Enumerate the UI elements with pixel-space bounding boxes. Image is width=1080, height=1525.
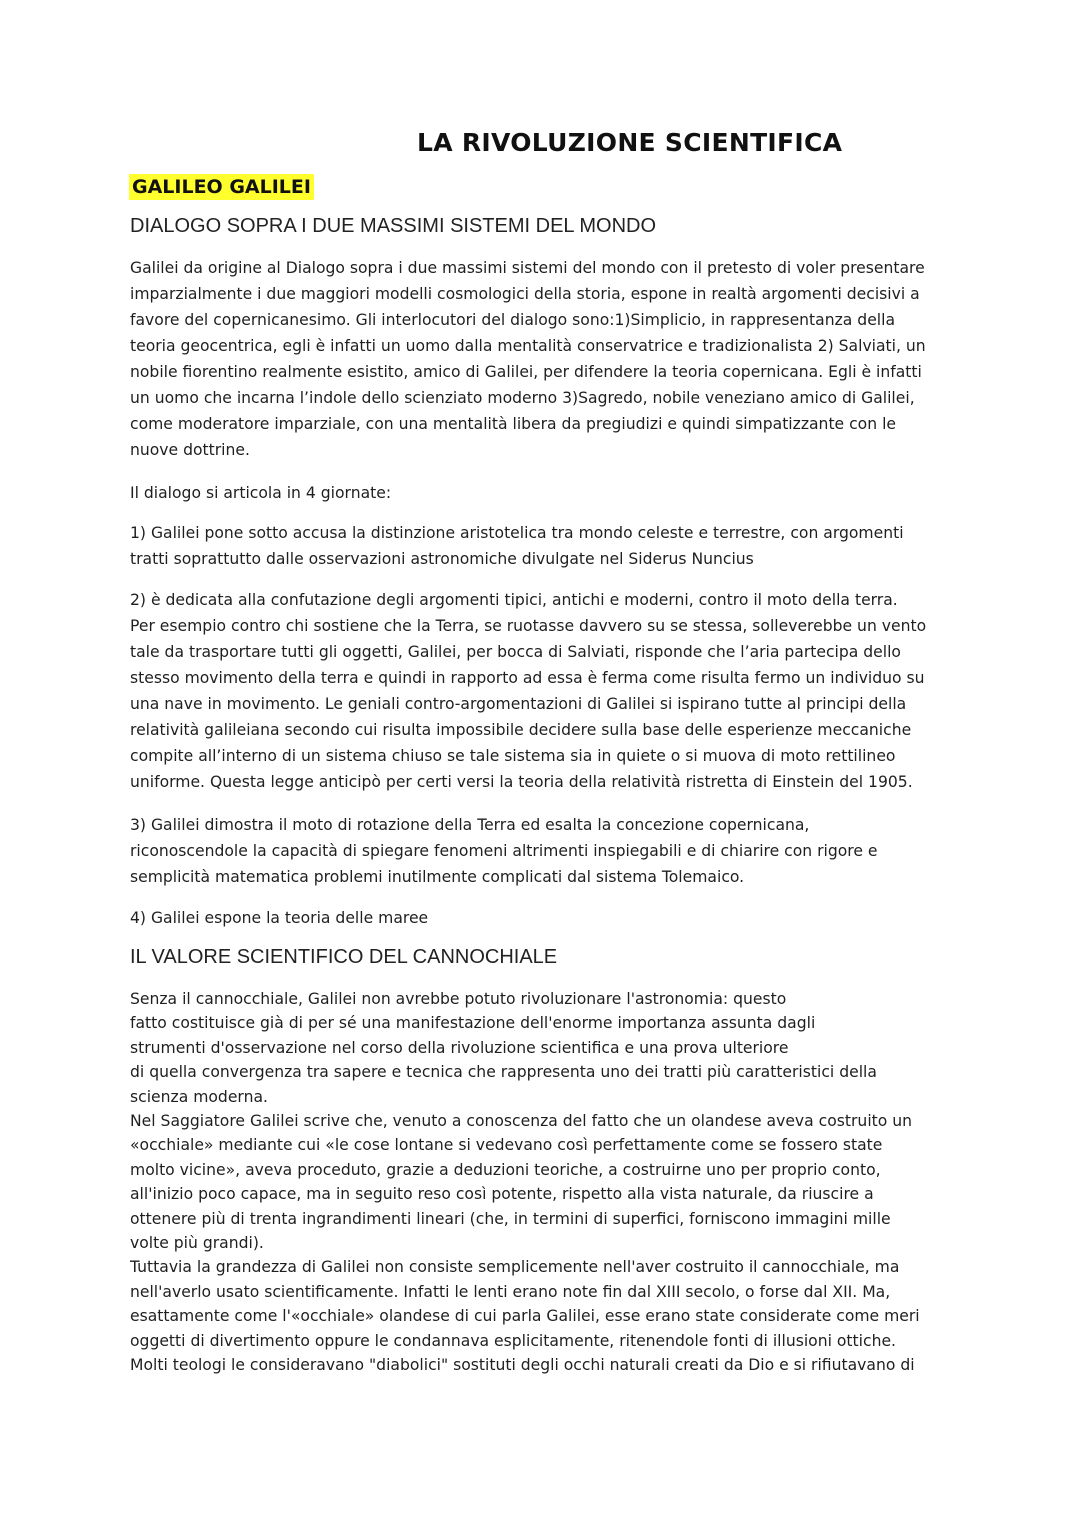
text-line: uniforme. Questa legge anticipò per certi versi la teoria della relatività ristretta di Einstein del 1905. <box>130 773 913 791</box>
text-line: Il dialogo si articola in 4 giornate: <box>130 484 392 502</box>
text-line: Galilei da origine al Dialogo sopra i due massimi sistemi del mondo con il pretesto di voler presentare <box>130 259 925 277</box>
paragraph-giornate-intro <box>130 480 960 506</box>
text-line: nobile fiorentino realmente esistito, amico di Galilei, per difendere la teoria copernicana. Egli è infatti <box>130 363 922 381</box>
text-line: compite all’interno di un sistema chiuso se tale sistema sia in quiete o si muova di moto rettilineo <box>130 747 896 765</box>
text-line: di quella convergenza tra sapere e tecnica che rappresenta uno dei tratti più caratteristici della <box>130 1063 877 1082</box>
text-line: favore del copernicanesimo. Gli interlocutori del dialogo sono:1)Simplicio, in rappresentanza della <box>130 311 896 329</box>
text-line: molto vicine», aveva proceduto, grazie a deduzioni teoriche, a costruirne uno per proprio conto, <box>130 1160 881 1179</box>
text-line: tratti soprattutto dalle osservazioni astronomiche divulgate nel Siderus Nuncius <box>130 550 754 568</box>
text-line: nuove dottrine. <box>130 441 250 459</box>
text-line: strumenti d'osservazione nel corso della rivoluzione scientifica e una prova ulteriore <box>130 1038 789 1057</box>
text-line: Per esempio contro chi sostiene che la Terra, se ruotasse davvero su se stessa, solleverebbe un vento <box>130 617 927 635</box>
text-line: scienza moderna. <box>130 1087 268 1106</box>
text-line: teoria geocentrica, egli è infatti un uomo dalla mentalità conservatrice e tradizionalista 2) Salviati, un <box>130 337 926 355</box>
text-line: come moderatore imparziale, con una mentalità libera da pregiudizi e quindi simpatizzante con le <box>130 415 896 433</box>
text-line: oggetti di divertimento oppure le condannava esplicitamente, ritenendole fonti di illusioni ottiche. <box>130 1331 897 1350</box>
paragraph-giornata-4 <box>130 905 960 931</box>
author-heading-highlighted: GALILEO GALILEI <box>129 174 314 200</box>
text-line: nell'averlo usato scientificamente. Infatti le lenti erano note fin dal XIII secolo, o forse dal XII. Ma, <box>130 1282 891 1301</box>
text-line: Tuttavia la grandezza di Galilei non consiste semplicemente nell'aver costruito il cannocchiale, ma <box>130 1258 900 1277</box>
text-line: fatto costituisce già di per sé una manifestazione dell'enorme importanza assunta dagli <box>130 1014 816 1033</box>
text-line: Molti teologi le consideravano "diabolici" sostituti degli occhi naturali creati da Dio e si rifiutavano di <box>130 1356 915 1375</box>
text-line: esattamente come l'«occhiale» olandese di cui parla Galilei, esse erano state considerate come meri <box>130 1307 920 1326</box>
text-line: Nel Saggiatore Galilei scrive che, venuto a conoscenza del fatto che un olandese aveva costruito un <box>130 1112 913 1131</box>
paragraph-giornata-3 <box>130 812 960 890</box>
text-line: 3) Galilei dimostra il moto di rotazione della Terra ed esalta la concezione copernicana, <box>130 816 810 834</box>
text-line: riconoscendole la capacità di spiegare fenomeni altrimenti inspiegabili e di chiarire con rigore e <box>130 842 878 860</box>
text-line: tale da trasportare tutti gli oggetti, Galilei, per bocca di Salviati, risponde che l’aria partecipa dello <box>130 643 901 661</box>
paragraph-intro <box>130 255 960 463</box>
paragraph-cannocchiale <box>130 987 960 1378</box>
text-line: stesso movimento della terra e quindi in rapporto ad essa è ferma come risulta fermo un individuo su <box>130 669 925 687</box>
section-heading-dialogo: DIALOGO SOPRA I DUE MASSIMI SISTEMI DEL MONDO <box>130 215 657 237</box>
paragraph-giornata-1 <box>130 520 960 572</box>
text-line: all'inizio poco capace, ma in seguito reso così potente, rispetto alla vista naturale, da riuscire a <box>130 1185 874 1204</box>
text-line: 4) Galilei espone la teoria delle maree <box>130 909 429 927</box>
text-line: imparzialmente i due maggiori modelli cosmologici della storia, espone in realtà argomenti decisivi a <box>130 285 920 303</box>
text-line: relatività galileiana secondo cui risulta impossibile decidere sulla base delle esperienze meccaniche <box>130 721 912 739</box>
paragraph-giornata-2 <box>130 587 960 795</box>
text-line: semplicità matematica problemi inutilmente complicati dal sistema Tolemaico. <box>130 868 745 886</box>
text-line: un uomo che incarna l’indole dello scienziato moderno 3)Sagredo, nobile veneziano amico di Galilei, <box>130 389 915 407</box>
text-line: 2) è dedicata alla confutazione degli argomenti tipici, antichi e moderni, contro il moto della terra. <box>130 591 898 609</box>
text-line: una nave in movimento. Le geniali contro-argomentazioni di Galilei si ispirano tutte al principi della <box>130 695 907 713</box>
text-line: volte più grandi). <box>130 1234 264 1253</box>
text-line: «occhiale» mediante cui «le cose lontane si vedevano così perfettamente come se fossero state <box>130 1136 883 1155</box>
page-title: LA RIVOLUZIONE SCIENTIFICA <box>417 128 843 157</box>
text-line: ottenere più di trenta ingrandimenti lineari (che, in termini di superfici, forniscono immagini mille <box>130 1209 891 1228</box>
section-heading-cannocchiale: IL VALORE SCIENTIFICO DEL CANNOCHIALE <box>130 946 558 968</box>
text-line: Senza il cannocchiale, Galilei non avrebbe potuto rivoluzionare l'astronomia: questo <box>130 990 787 1008</box>
text-line: 1) Galilei pone sotto accusa la distinzione aristotelica tra mondo celeste e terrestre, con argomenti <box>130 524 904 542</box>
